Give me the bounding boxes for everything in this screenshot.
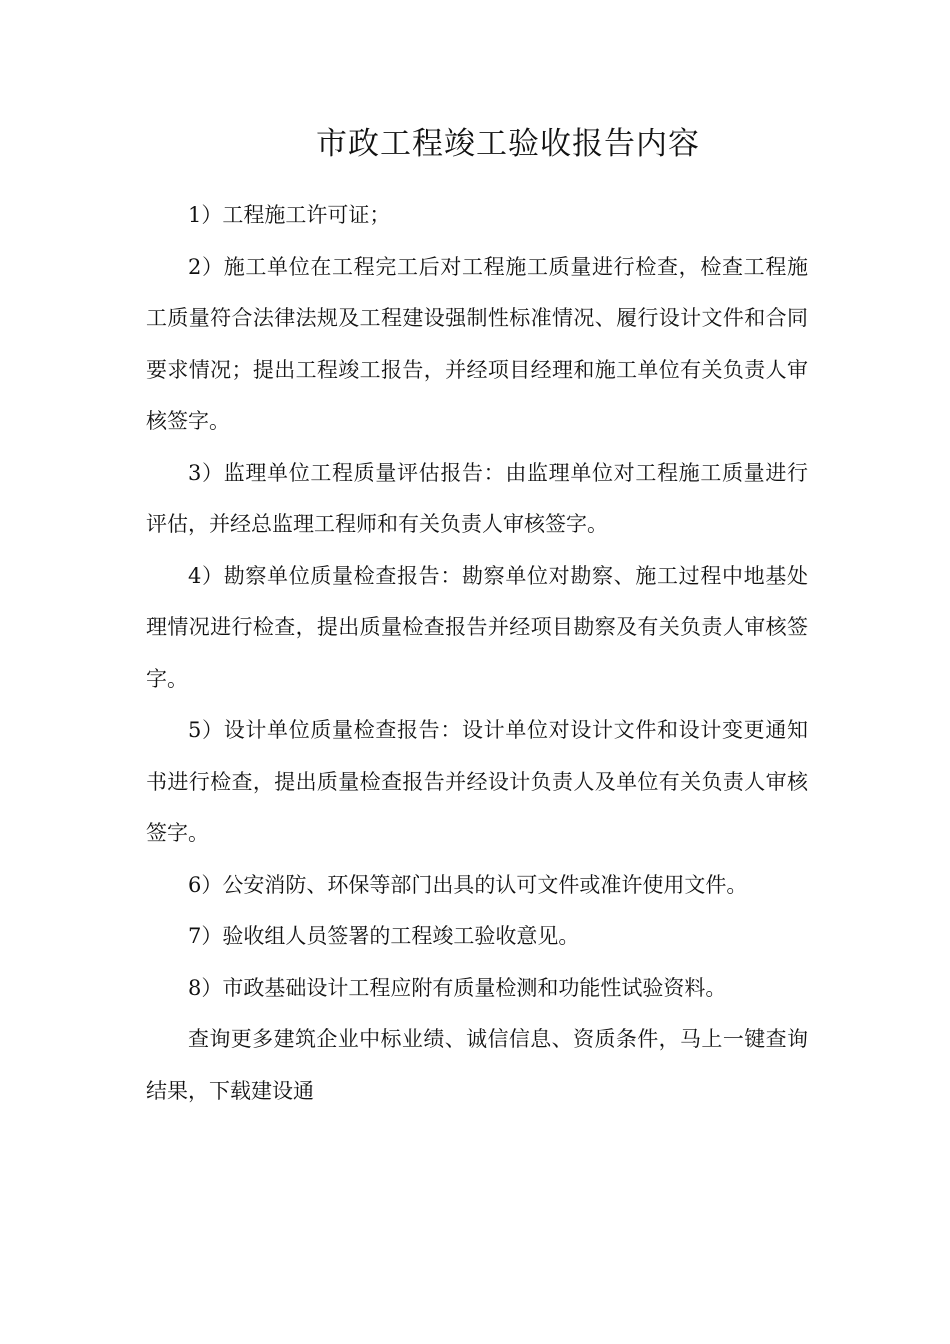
paragraph-1: 1）工程施工许可证；: [188, 203, 391, 227]
paragraph-6: 6）公安消防、环保等部门出具的认可文件或准许使用文件。: [188, 872, 748, 897]
promo-paragraph: 查询更多建筑企业中标业绩、诚信信息、资质条件，马上一键查询结果，下载建设通: [146, 1027, 808, 1103]
document-body: [146, 190, 808, 1117]
paragraph-4: 4）勘察单位质量检查报告：勘察单位对勘察、施工过程中地基处理情况进行检查，提出质量检查报告并经项目勘察及有关负责人审核签字。: [146, 563, 808, 691]
paragraph-5: 5）设计单位质量检查报告：设计单位对设计文件和设计变更通知书进行检查，提出质量检查报告并经设计负责人及单位有关负责人审核签字。: [146, 718, 808, 845]
paragraph-2: 2）施工单位在工程完工后对工程施工质量进行检查，检查工程施工质量符合法律法规及工程建设强制性标准情况、履行设计文件和合同要求情况；提出工程竣工报告，并经项目经理和施工单位有关负责人审核签字。: [146, 254, 808, 433]
document-title: 市政工程竣工验收报告内容: [316, 126, 700, 162]
paragraph-7: 7）验收组人员签署的工程竣工验收意见。: [188, 924, 580, 948]
paragraph-3: 3）监理单位工程质量评估报告：由监理单位对工程施工质量进行评估，并经总监理工程师和有关负责人审核签字。: [146, 460, 808, 536]
paragraph-8: 8）市政基础设计工程应附有质量检测和功能性试验资料。: [188, 975, 727, 1000]
